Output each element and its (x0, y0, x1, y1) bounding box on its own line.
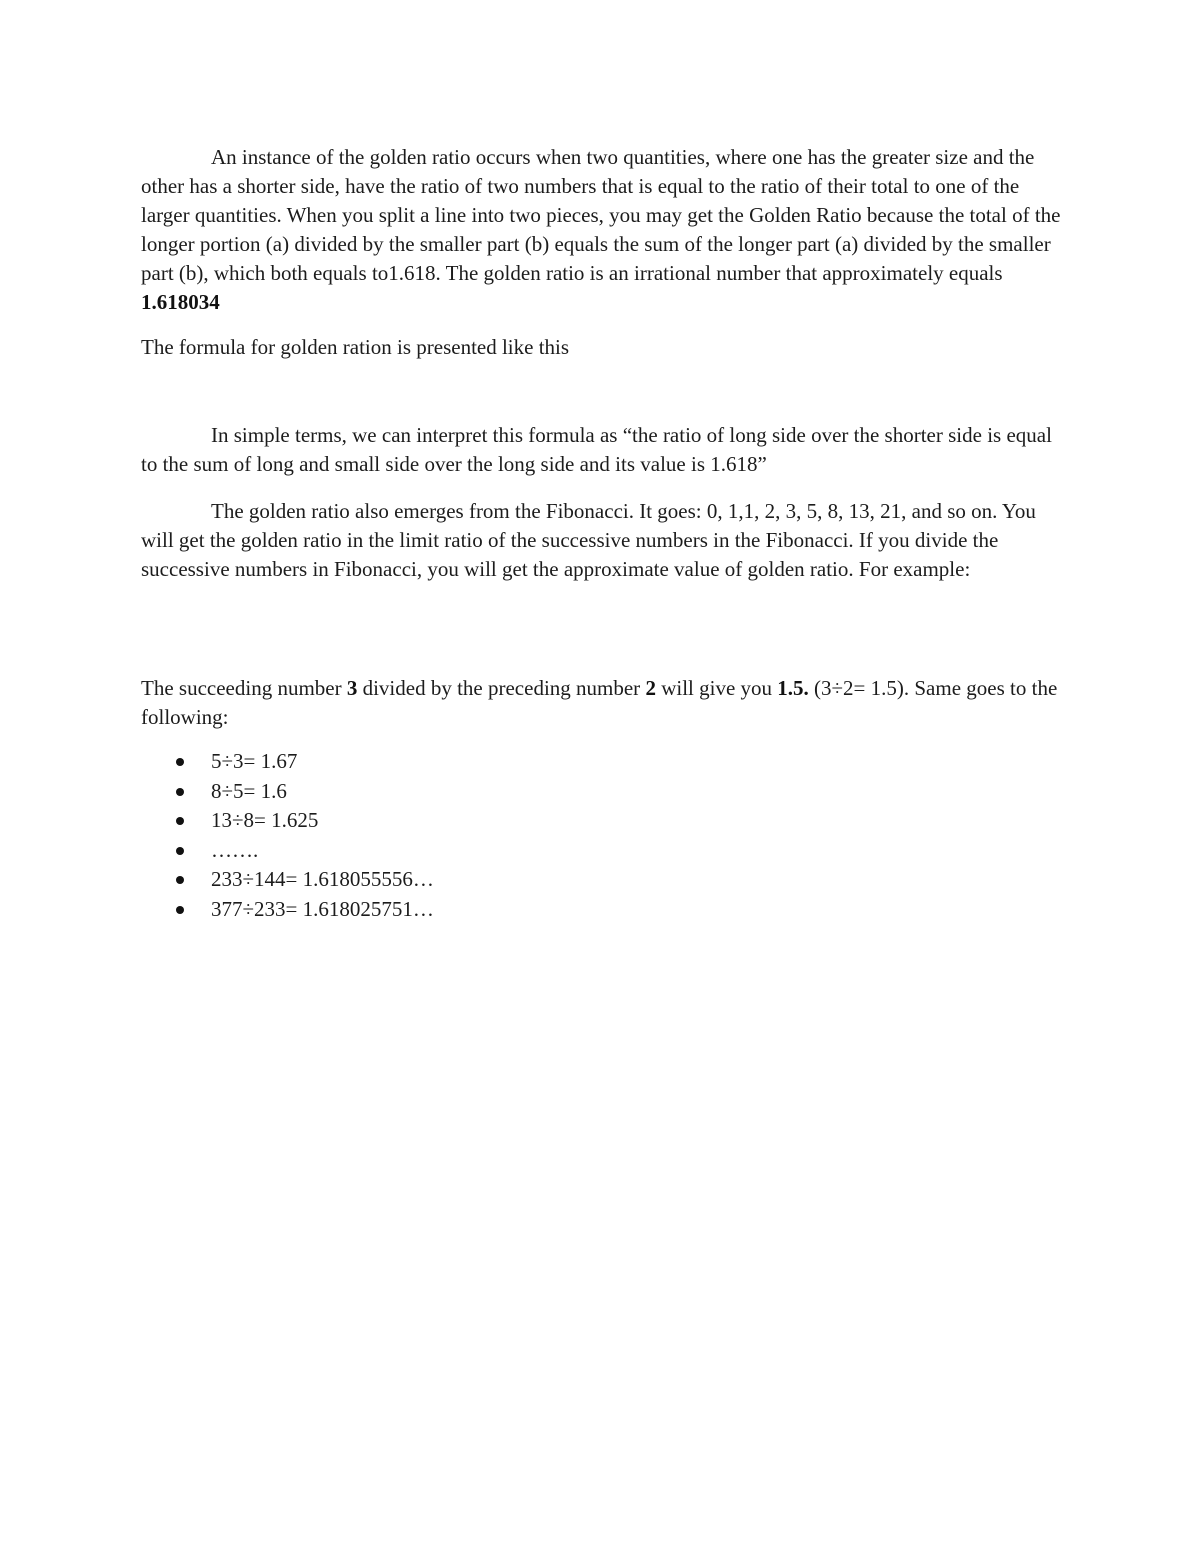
list-item-text: 13÷8= 1.625 (211, 808, 319, 833)
example-result: 1.5. (777, 676, 809, 700)
example-text: will give you (655, 676, 778, 700)
paragraph-text: An instance of the golden ratio occurs when two quantities, where one has the greater size and the other has a shorter side, have the ratio of two numbers that is equal to the ratio of their total to one of the larger quantities. When you split a line into two pieces, you may get the Golden Ratio because the total of the longer portion (a) divided by the smaller part (b) equals the sum of the longer part (a) divided by the smaller part (b), which both equals to1.618. The golden ratio is an irrational number that approximately equals (141, 145, 1061, 285)
list-item (141, 836, 941, 866)
paragraph-text: The golden ratio also emerges from the Fibonacci. It goes: 0, 1,1, 2, 3, 5, 8, 13, 21, and so on. You will get the golden ratio in the limit ratio of the successive numbers in the Fibonacci. If you divide the successive numbers in Fibonacci, you will get the approximate value of golden ratio. For example: (141, 499, 1036, 581)
bullet-icon (176, 876, 184, 884)
list-item (141, 865, 941, 895)
list-item-text: ……. (211, 837, 259, 862)
bullet-icon (176, 847, 184, 855)
list-item (141, 806, 941, 836)
bullet-icon (176, 758, 184, 766)
paragraph-text: The formula for golden ration is presented like this (141, 335, 570, 359)
paragraph-text: In simple terms, we can interpret this formula as “the ratio of long side over the shorter side is equal to the sum of long and small side over the long side and its value is 1.618” (141, 423, 1052, 476)
example-number-2: 2 (645, 676, 656, 700)
bullet-icon (176, 817, 184, 825)
example-number-3: 3 (346, 676, 358, 700)
paragraph-fibonacci (141, 497, 1061, 584)
example-text: (3÷2= 1.5). Same goes to the following: (141, 676, 1058, 729)
paragraph-example (141, 674, 1061, 732)
list-item-text: 233÷144= 1.618055556… (211, 867, 434, 892)
list-item (141, 777, 941, 807)
paragraph-golden-ratio-definition (141, 143, 1061, 317)
bullet-icon (176, 906, 184, 914)
example-text: divided by the preceding number (357, 676, 646, 700)
ratio-bullet-list (141, 747, 941, 925)
list-item (141, 747, 941, 777)
list-item-text: 377÷233= 1.618025751… (211, 896, 434, 921)
golden-ratio-value: 1.618034 (141, 290, 220, 314)
list-item-text: 5÷3= 1.67 (211, 749, 298, 773)
example-text: The succeeding number (141, 676, 347, 700)
list-item (141, 895, 941, 925)
paragraph-formula-intro (141, 333, 1061, 362)
list-item-text: 8÷5= 1.6 (211, 778, 287, 803)
paragraph-formula-interpretation (141, 421, 1061, 479)
bullet-icon (176, 788, 184, 796)
